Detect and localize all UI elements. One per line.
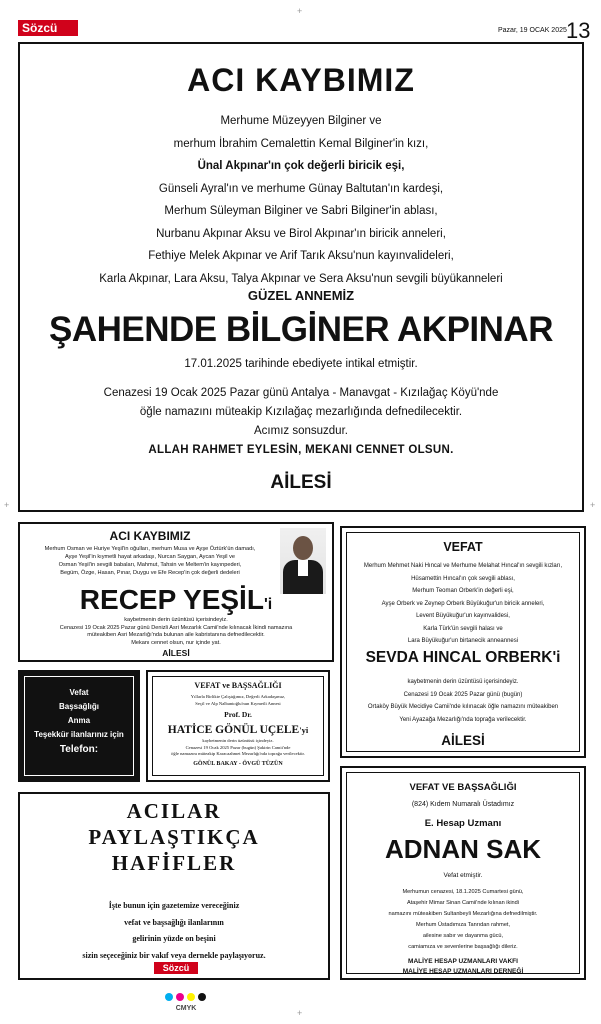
adnan-after: [342, 887, 584, 953]
recep-title: ACI KAYBIMIZ: [109, 529, 191, 543]
recep-after-line: Cenazesi 19 Ocak 2025 Pazar günü Denizli Asri Mezarlık Camii'nde kılınacak İkindi namazına: [59, 624, 293, 631]
recep-after-line: Mekanı cennet olsun, nur içinde yat.: [131, 639, 221, 646]
main-line: Ünal Akpınar'ın çok değerli biricik eşi,: [197, 160, 405, 172]
adnan-after-line: Merhumun cenazesi, 18.1.2025 Cumartesi günü,: [402, 889, 524, 895]
ad-line: Anma: [67, 716, 91, 725]
cyan-dot-icon: [165, 993, 173, 1001]
adnan-line1: (824) Kıdem Numaralı Üstadımız: [411, 801, 515, 808]
adnan-sig1: MALİYE HESAP UZMANLARI VAKFI: [408, 958, 518, 965]
sozcu-logo: [18, 20, 78, 36]
hatice-lines: [148, 694, 328, 707]
portrait-shirt: [298, 560, 308, 576]
sevda-after-line: Cenazesi 19 Ocak 2025 Pazar günü (bugün): [403, 691, 523, 698]
adnan-after-line: camiamıza ve sevenlerine başsağlığı dileriz.: [408, 944, 518, 950]
magenta-dot-icon: [176, 993, 184, 1001]
main-line: Merhume Müzeyyen Bilginer ve: [220, 115, 382, 127]
hatice-title: VEFAT ve BAŞSAĞLIĞI: [194, 681, 282, 690]
main-line: Günseli Ayral'ın ve merhume Günay Baltutan'ın kardeşi,: [158, 182, 444, 195]
recep-name-row: [20, 584, 332, 616]
acilar-line: gelirinin yüzde on beşini: [132, 934, 216, 943]
recep-suffix: 'i: [263, 596, 273, 613]
header-date: Pazar, 19 OCAK 2025: [498, 27, 567, 34]
sevda-name: SEVDA HINCAL ORBERK'i: [365, 649, 561, 666]
acilar-line: vefat ve başsağlığı ilanlarının: [124, 917, 224, 927]
hatice-after-line: Cenazesi 19 Ocak 2025 Pazar (bugün) Şakirin Camii'nde: [185, 744, 291, 750]
main-subhead: GÜZEL ANNEMİZ: [247, 288, 355, 303]
crop-mark-icon: +: [297, 6, 303, 16]
funeral-line: Acımız sonsuzdur.: [254, 425, 348, 437]
ad-lines: [20, 686, 138, 742]
sevda-lines: [342, 560, 584, 648]
death-date: 17.01.2025 tarihinde ebediyete intikal etmiştir.: [184, 358, 418, 370]
main-signature: AİLESİ: [270, 472, 332, 493]
acilar-line: sizin seçeceğiniz bir vakıf veya dernekle paylaşıyoruz.: [82, 950, 266, 960]
sevda-line: Ayşe Orberk ve Zeynep Orberk Büyükuğur'un biricik anneleri,: [381, 600, 545, 607]
hatice-signature: GÖNÜL BAKAY - ÖVGÜ TÜZÜN: [193, 761, 283, 767]
sevda-line: Lara Büyükuğur'un birtanecik anneannesi: [407, 638, 519, 644]
recep-line: Begüm, Özge, Hasan, Pınar, Duygu ve Efe Recep'in çok değerli dedeleri: [60, 570, 240, 576]
adnan-after-line: ailesine sabır ve dayanma gücü,: [422, 933, 504, 939]
logo-text-small: Sözcü: [162, 963, 190, 973]
recep-line: Ayşe Yeşil'in kıymetli hayat arkadaşı, Nurcan Saygan, Aycan Yeşil ve: [64, 554, 235, 560]
acilar-heading-line: ACILAR: [126, 799, 222, 823]
sevda-line: Levent Büyükuğur'un kayınvalidesi,: [416, 613, 510, 619]
logo-text: Sözcü: [22, 21, 58, 35]
ad-phone: Telefon:: [59, 744, 99, 755]
acilar-line: İşte bunun için gazetemize vereceğiniz: [108, 901, 240, 910]
ad-line: Teşekkür ilanlarınız için: [34, 730, 124, 739]
sozcu-logo-small: [154, 962, 198, 974]
funeral-info: [20, 384, 582, 441]
hatice-notice: [146, 670, 330, 782]
sevda-after-line: Ortaköy Büyük Mecidiye Camii'nde kılınacak öğle namazını müteakiben: [367, 704, 559, 710]
sevda-after: [342, 676, 584, 726]
adnan-vefat: Vefat etmiştir.: [443, 872, 483, 879]
acilar-heading-line: PAYLAŞTIKÇA: [88, 825, 260, 849]
recep-name: RECEP YEŞİL: [79, 584, 264, 615]
main-line: Karla Akpınar, Lara Aksu, Talya Akpınar ve Sera Aksu'nun sevgili büyükanneleri: [99, 272, 503, 285]
hatice-after-line: öğle namazını müteakip Karacaahmet Mezarlığı'nda toprağa verilecektir.: [171, 751, 305, 757]
main-notice: [18, 42, 584, 512]
adnan-after-line: namazını müteakiben Sultanbeyli Mezarlığına defnedilmiştir.: [388, 911, 538, 917]
hatice-name-row: [148, 720, 328, 738]
page-number: 13: [566, 18, 591, 43]
main-line: Fethiye Melek Akpınar ve Arif Tarık Aksu'nun kayınvalideleri,: [148, 250, 454, 262]
sevda-signature: AİLESİ: [441, 733, 485, 748]
cmyk-label: CMYK: [175, 1005, 197, 1012]
adnan-name: ADNAN SAK: [385, 834, 541, 864]
yellow-dot-icon: [187, 993, 195, 1001]
recep-after-line: kaybetmenin derin üzüntüsü içerisindeyiz.: [124, 617, 228, 623]
sevda-after-line: kaybetmenin derin üzüntüsü içerisindeyiz.: [407, 679, 519, 685]
deceased-name: ŞAHENDE BİLGİNER AKPINAR: [49, 310, 553, 349]
acilar-heading-line: HAFİFLER: [111, 851, 237, 875]
sevda-line: Merhum Teoman Orberk'in değerli eşi,: [412, 588, 514, 594]
acilar-box: [18, 792, 330, 980]
recep-signature: AİLESİ: [162, 648, 190, 658]
adnan-sig2: MALİYE HESAP UZMANLARI DERNEĞİ: [402, 968, 524, 975]
main-line: Nurbanu Akpınar Aksu ve Birol Akpınar'ın biricik anneleri,: [156, 227, 446, 240]
hatice-prof: Prof. Dr.: [224, 710, 252, 719]
funeral-line: öğle namazını müteakip Kızılağaç mezarlığında defnedilecektir.: [139, 406, 463, 418]
recep-after-line: müteakiben Asri Mezarlığı'nda bulunan aile kabristanına defnedilecektir.: [87, 632, 265, 639]
hatice-line: Seçil ve Alp Nalbantoğlu'nun Kıymetli Annesi: [195, 700, 281, 706]
adnan-role: E. Hesap Uzmanı: [424, 818, 502, 829]
crop-mark-icon: +: [4, 500, 10, 510]
black-dot-icon: [198, 993, 206, 1001]
adnan-after-line: Ataşehir Mimar Sinan Camii'nde kılınan ikindi: [406, 900, 520, 906]
adnan-notice: [340, 766, 586, 980]
ad-box: [18, 670, 140, 782]
crop-mark-icon: +: [590, 500, 596, 510]
hatice-suffix: 'yi: [299, 725, 309, 735]
portrait-head: [293, 536, 313, 560]
sevda-line: Hüsamettin Hıncal'ın çok sevgili ablası,: [411, 575, 515, 582]
acilar-heading: [20, 798, 328, 876]
ad-line: Başsağlığı: [58, 702, 99, 711]
recep-lines: [20, 545, 280, 577]
adnan-signatures: [342, 957, 584, 977]
prayer-line: ALLAH RAHMET EYLESİN, MEKANI CENNET OLSUN.: [148, 444, 454, 456]
recep-line: Osman Yeşil'in sevgili babaları, Mahmut, Tahsin ve Meltem'in kayınpederi,: [58, 562, 242, 568]
recep-line: Merhum Osman ve Huriye Yeşil'in oğulları, merhum Musa ve Ayşe Öztürk'ün damadı,: [44, 546, 256, 552]
hatice-name: HATİCE GÖNÜL UÇELE: [167, 724, 300, 736]
main-line: Merhum Süleyman Bilginer ve Sabri Bilginer'in ablası,: [164, 205, 438, 217]
recep-after: [20, 617, 332, 647]
sevda-after-line: Yeni Ayazağa Mezarlığı'nda toprağa verilecektir.: [399, 716, 527, 723]
adnan-title: VEFAT VE BAŞSAĞLIĞI: [409, 782, 517, 793]
main-line: merhum İbrahim Cemalettin Kemal Bilginer'in kızı,: [173, 137, 429, 150]
adnan-after-line: Merhum Üstadımıza Tanrıdan rahmet,: [415, 922, 511, 928]
hatice-after-line: kaybetmenin derin üzüntüsü içindeyiz.: [202, 738, 274, 743]
main-title: ACI KAYBIMIZ: [187, 62, 415, 98]
main-lines: [20, 110, 582, 290]
recep-notice: [18, 522, 334, 662]
crop-mark-icon: +: [297, 1008, 303, 1018]
hatice-after: [148, 738, 328, 758]
sevda-notice: [340, 526, 586, 758]
sevda-line: Merhum Mehmet Naki Hıncal ve Merhume Melahat Hıncal'ın sevgili kızları,: [363, 563, 563, 569]
hatice-line: Yıllarla Birlikte Çalıştığımız, Değerli Arkadaşımız,: [190, 694, 286, 699]
ad-line: Vefat: [69, 688, 89, 697]
sevda-title: VEFAT: [443, 540, 483, 554]
sevda-line: Karla Türk'ün sevgili halası ve: [423, 625, 503, 632]
funeral-line: Cenazesi 19 Ocak 2025 Pazar günü Antalya - Manavgat - Kızılağaç Köyü'nde: [103, 387, 499, 399]
acilar-lines: [20, 898, 328, 964]
